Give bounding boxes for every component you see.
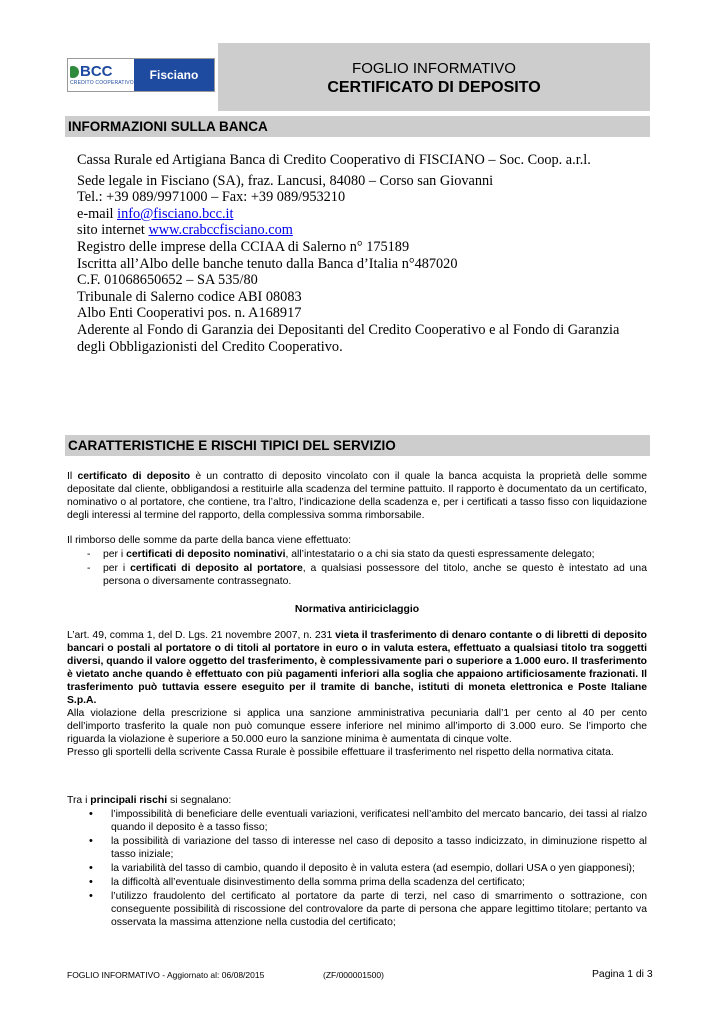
refund-list <box>67 548 647 588</box>
document-type: FOGLIO INFORMATIVO <box>352 60 516 77</box>
footer-update-date: FOGLIO INFORMATIVO - Aggiornato al: 06/08/2015 <box>67 970 265 980</box>
logo-bcc-panel <box>68 59 134 91</box>
risks-intro: Tra i principali rischi si segnalano: • l’impossibilità di beneficiare delle eventuali variazioni, verificatesi nell’ambito del mercato bancario, dei tassi al rialzo quando il deposito è a tasso fisso; • la possibilità di variazione del tasso di interesse nel caso di deposito a tasso indicizzato, in diminuzione rispetto al tasso iniziale; • la variabilità del tasso di cambio, quando il deposito è in valuta estera (ad esempio, dollari USA o yen giapponesi); • la difficoltà all’eventuale disinvestimento della somma prima della scadenza del certificato; • l’utilizzo fraudolento del certificato al portatore da parte di terzi, nel caso di smarrimento o sottrazione, con conseguente possibilità di riscossione del controvalore da parte di persona che appare legittimo titolare; pertanto va osservata la massima attenzione nella custodia del certificato; <box>67 795 647 928</box>
bullet-marker: • <box>89 835 93 847</box>
bullet-marker: • <box>89 890 93 902</box>
list-item: - per i certificati di deposito nominativi, all’intestatario o a chi sia stato da questi espressamente delegato; <box>87 549 595 560</box>
bank-registry: Registro delle imprese della CCIAA di Salerno n° 175189 <box>77 238 410 255</box>
bank-abi: Tribunale di Salerno codice ABI 08083 <box>77 288 302 305</box>
dash-marker: - <box>87 549 91 560</box>
bank-albo: Iscritta all’Albo delle banche tenuto dalla Banca d’Italia n°487020 <box>77 255 458 272</box>
bank-name: Cassa Rurale ed Artigiana Banca di Credito Cooperativo di FISCIANO – Soc. Coop. a.r.l. <box>77 152 591 168</box>
email-label: e-mail <box>77 205 118 222</box>
bank-info-block <box>77 152 637 355</box>
bcc-mark-icon <box>70 66 79 78</box>
certificate-definition: Il certificato di deposito è un contratto di deposito vincolato con il quale la banca acquista la proprietà delle somme depositate dal cliente, obbligandosi a restituirle alla scadenza del termine pattuito. Il rapporto è documentato da un certificato, nominativo o al portatore, che contiene, tra l’altro, l’indicazione della scadenza e, per i certificati a tasso fisso con liquidazione degli interessi al termine del rapporto, della complessiva somma rimborsabile. <box>67 471 647 521</box>
bank-phone: Tel.: +39 089/9971000 – Fax: +39 089/953210 <box>77 189 346 206</box>
service-section-heading: CARATTERISTICHE E RISCHI TIPICI DEL SERVIZIO <box>65 435 650 456</box>
document-title: CERTIFICATO DI DEPOSITO <box>327 79 541 96</box>
risk-item: • l’utilizzo fraudolento del certificato al portatore da parte di terzi, nel caso di smarrimento o sottrazione, con conseguente possibilità di riscossione del controvalore da parte di persona che appare legittimo titolare; pertanto va osservata la massima attenzione nella custodia del certificato; <box>89 890 647 928</box>
site-label: sito internet <box>77 222 149 239</box>
certificate-term: certificato di deposito <box>77 471 191 482</box>
website-link[interactable]: www.crabccfisciano.com <box>148 222 293 239</box>
risk-item: • l’impossibilità di beneficiare delle eventuali variazioni, verificatesi nell’ambito del mercato bancario, dei tassi al rialzo quando il deposito è a tasso fisso; <box>89 808 647 833</box>
logo-brand: BCC <box>80 62 113 80</box>
footer-document-code: (ZF/000001500) <box>323 970 384 980</box>
risk-item: • la possibilità di variazione del tasso di interesse nel caso di deposito a tasso indicizzato, in diminuzione rispetto al tasso iniziale; <box>89 835 647 860</box>
bank-cooperative-register: Albo Enti Cooperativi pos. n. A168917 <box>77 305 302 322</box>
bullet-marker: • <box>89 876 93 888</box>
risk-item: • la variabilità del tasso di cambio, quando il deposito è in valuta estera (ad esempio, dollari USA o yen giapponesi); <box>89 862 635 874</box>
bullet-marker: • <box>89 862 93 874</box>
anti-money-laundering-text: L’art. 49, comma 1, del D. Lgs. 21 novembre 2007, n. 231 vieta il trasferimento di denaro contante o di libretti di deposito bancari o postali al portatore o di titoli al portatore in euro o in valuta estera, effettuato a qualsiasi titolo tra soggetti diversi, quando il valore oggetto del trasferimento, è complessivamente pari o superiore a 1.000 euro. Il trasferimento è vietato anche quando è effettuato con più pagamenti inferiori alla soglia che appaiono artificiosamente frazionati. Il trasferimento può tuttavia essere eseguito per il tramite di banche, istituti di moneta elettronica e Poste Italiane S.p.A. Alla violazione della prescrizione si applica una sanzione amministrativa pecuniaria dall’1 per cento al 40 per cento dell’importo trasferito la quale non può comunque essere inferiore nel minimo all’importo di 3.000 euro. Se l’importo che riguarda la violazione è superiore a 50.000 euro la sanzione minima è aumentata di cinque volte. Presso gli sportelli della scrivente Cassa Rurale è possibile effettuare il trasferimento nel rispetto della normativa citata. <box>67 630 647 758</box>
email-link[interactable]: info@fisciano.bcc.it <box>117 205 234 222</box>
bank-tax-code: C.F. 01068650652 – SA 535/80 <box>77 272 258 289</box>
bank-section-heading: INFORMAZIONI SULLA BANCA <box>65 116 650 137</box>
logo-subtitle: CREDITO COOPERATIVO <box>70 79 134 86</box>
bank-logo <box>67 58 215 92</box>
anti-money-laundering-title: Normativa antiriciclaggio <box>294 604 420 615</box>
document-title-box <box>218 43 650 111</box>
bank-site-line <box>77 222 637 239</box>
bank-email-line <box>77 206 637 223</box>
dash-marker: - <box>87 563 91 574</box>
bullet-marker: • <box>89 808 93 820</box>
risk-item: • la difficoltà all’eventuale disinvestimento della somma prima della scadenza del certificato; <box>89 876 525 888</box>
list-item: - per i certificati di deposito al portatore, a qualsiasi possessore del titolo, anche se questo è intestato ad una persona o diversamente contrassegnato. <box>87 563 647 587</box>
bank-address: Sede legale in Fisciano (SA), fraz. Lancusi, 84080 – Corso san Giovanni <box>77 172 494 189</box>
page-number: Pagina 1 di 3 <box>592 969 653 980</box>
logo-location: Fisciano <box>134 59 214 91</box>
bank-guarantee-funds: Aderente al Fondo di Garanzia dei Depositanti del Credito Cooperativo e al Fondo di Garanzia degli Obbligazionisti del Credito Cooperativo. <box>77 321 620 355</box>
refund-intro: Il rimborso delle somme da parte della banca viene effettuato: <box>67 535 351 546</box>
